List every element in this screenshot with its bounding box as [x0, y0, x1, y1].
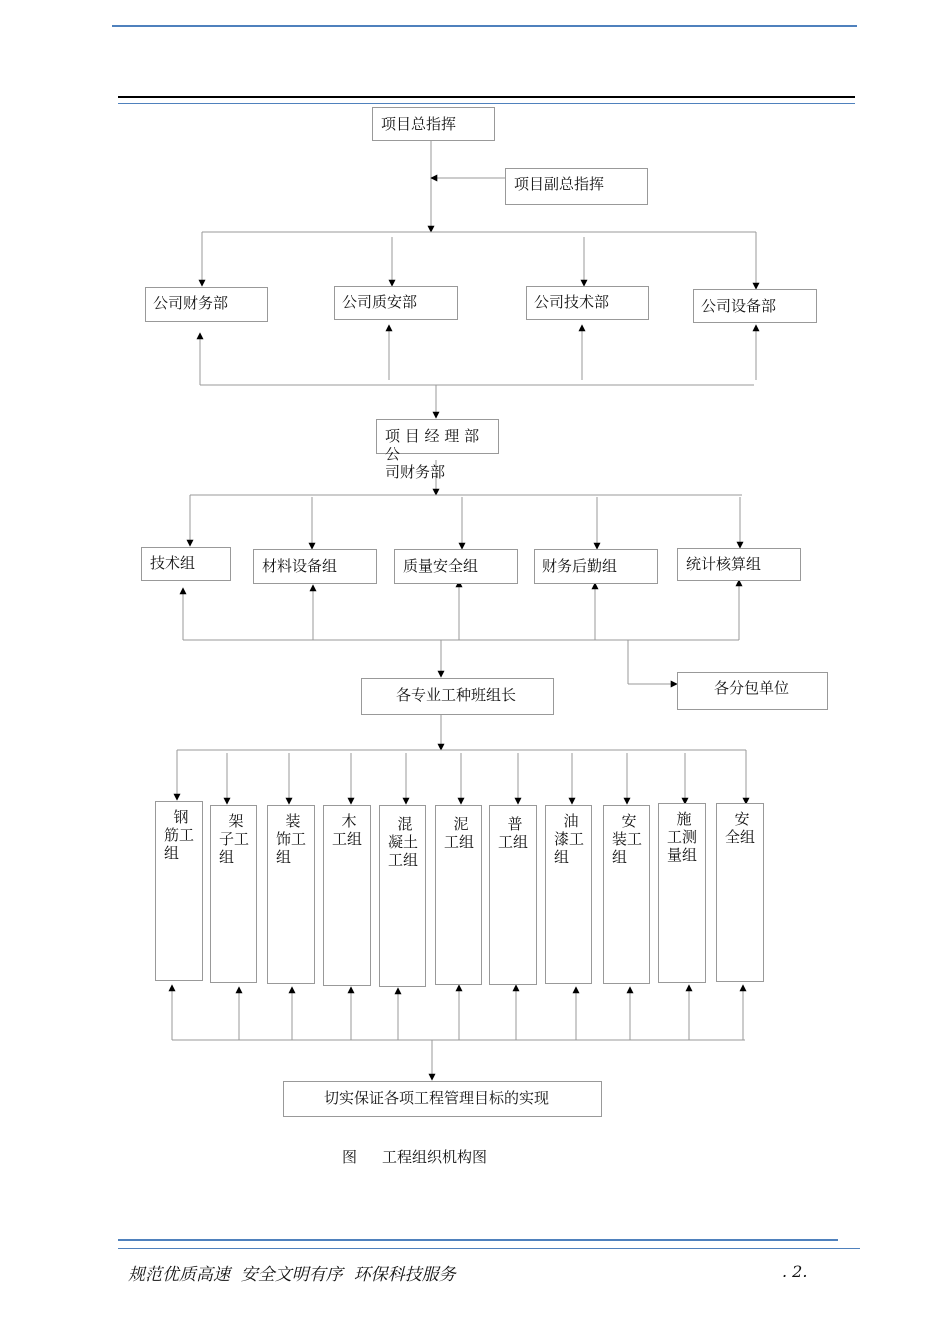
work-team-line: 组 [164, 844, 180, 862]
group-box-technical [141, 547, 231, 581]
company-dept-label: 公司设备部 [701, 297, 777, 315]
project-dept-line-2: 司财务部 [385, 463, 446, 481]
group-label: 财务后勤组 [542, 557, 618, 575]
group-label: 统计核算组 [686, 555, 762, 573]
work-team-line: 装 [276, 812, 301, 830]
group-box-statistics-accounting [677, 548, 801, 581]
work-team-box-surveying [658, 803, 706, 983]
work-team-line: 漆工 [554, 830, 585, 848]
subcontractors-box [677, 672, 828, 710]
figure-caption-title: 工程组织机构图 [382, 1148, 488, 1166]
company-dept-box-finance [145, 287, 268, 322]
work-team-line: 全组 [725, 828, 756, 846]
work-team-box-scaffolding [210, 805, 257, 983]
work-team-line: 工组 [498, 833, 529, 851]
commander-box [372, 107, 495, 141]
work-team-line: 木 [332, 812, 357, 830]
work-team-line: 子工 [219, 830, 250, 848]
group-label: 材料设备组 [262, 557, 338, 575]
work-team-line: 油 [554, 812, 579, 830]
work-team-box-rebar [155, 801, 203, 981]
group-box-finance-logistics [534, 549, 658, 584]
work-team-line: 装工 [612, 830, 643, 848]
company-dept-label: 公司质安部 [342, 293, 418, 311]
work-team-box-painting [545, 805, 592, 984]
group-box-materials-equipment [253, 549, 377, 584]
work-team-line: 安 [725, 810, 750, 828]
footer-rule-lower [118, 1248, 860, 1249]
work-team-line: 工组 [444, 833, 475, 851]
company-dept-label: 公司财务部 [153, 294, 229, 312]
work-team-line: 施 [667, 810, 692, 828]
team-leaders-box [361, 678, 554, 715]
group-label: 质量安全组 [403, 557, 479, 575]
work-team-line: 量组 [667, 846, 698, 864]
footer-slogan: 规范优质高速 安全文明有序 环保科技服务 [128, 1265, 456, 1285]
footer-rule-upper [118, 1239, 838, 1241]
work-team-line: 组 [276, 848, 292, 866]
goal-label: 切实保证各项工程管理目标的实现 [324, 1089, 550, 1107]
deputy-commander-box [505, 168, 648, 205]
project-dept-box [376, 419, 499, 481]
deputy-commander-label: 项目副总指挥 [514, 175, 605, 193]
group-label: 技术组 [150, 554, 196, 572]
work-team-line: 普 [498, 815, 523, 833]
work-team-box-installation [603, 805, 650, 984]
work-team-box-carpentry [323, 805, 371, 986]
work-team-line: 工组 [388, 851, 419, 869]
work-team-line: 工组 [332, 830, 363, 848]
work-team-box-decoration [267, 805, 315, 984]
work-team-line: 组 [219, 848, 235, 866]
work-team-line: 混 [388, 815, 413, 833]
page-number: . 2. [782, 1262, 808, 1281]
company-dept-box-technical [526, 286, 649, 320]
work-team-line: 筋工 [164, 826, 195, 844]
work-team-box-concrete [379, 805, 426, 987]
company-dept-box-equipment [693, 289, 817, 323]
work-team-line: 组 [554, 848, 570, 866]
work-team-line: 架 [219, 812, 244, 830]
commander-label: 项目总指挥 [381, 115, 457, 133]
work-team-line: 工测 [667, 828, 698, 846]
work-team-line: 安 [612, 812, 637, 830]
project-dept-line-1: 项 目 经 理 部 公 [385, 427, 480, 463]
work-team-box-masonry [435, 805, 482, 985]
work-team-line: 凝土 [388, 833, 419, 851]
company-dept-label: 公司技术部 [534, 293, 610, 311]
figure-caption-prefix: 图 [342, 1148, 358, 1166]
company-dept-box-quality-safety [334, 286, 458, 320]
subcontractors-label: 各分包单位 [714, 679, 790, 697]
goal-box [283, 1081, 602, 1117]
group-box-quality-safety [394, 549, 518, 584]
work-team-line: 钢 [164, 808, 189, 826]
work-team-line: 组 [612, 848, 628, 866]
work-team-line: 泥 [444, 815, 469, 833]
work-team-box-general-labor [489, 805, 537, 985]
work-team-box-safety [716, 803, 764, 982]
team-leaders-label: 各专业工种班组长 [396, 686, 517, 704]
work-team-line: 饰工 [276, 830, 307, 848]
